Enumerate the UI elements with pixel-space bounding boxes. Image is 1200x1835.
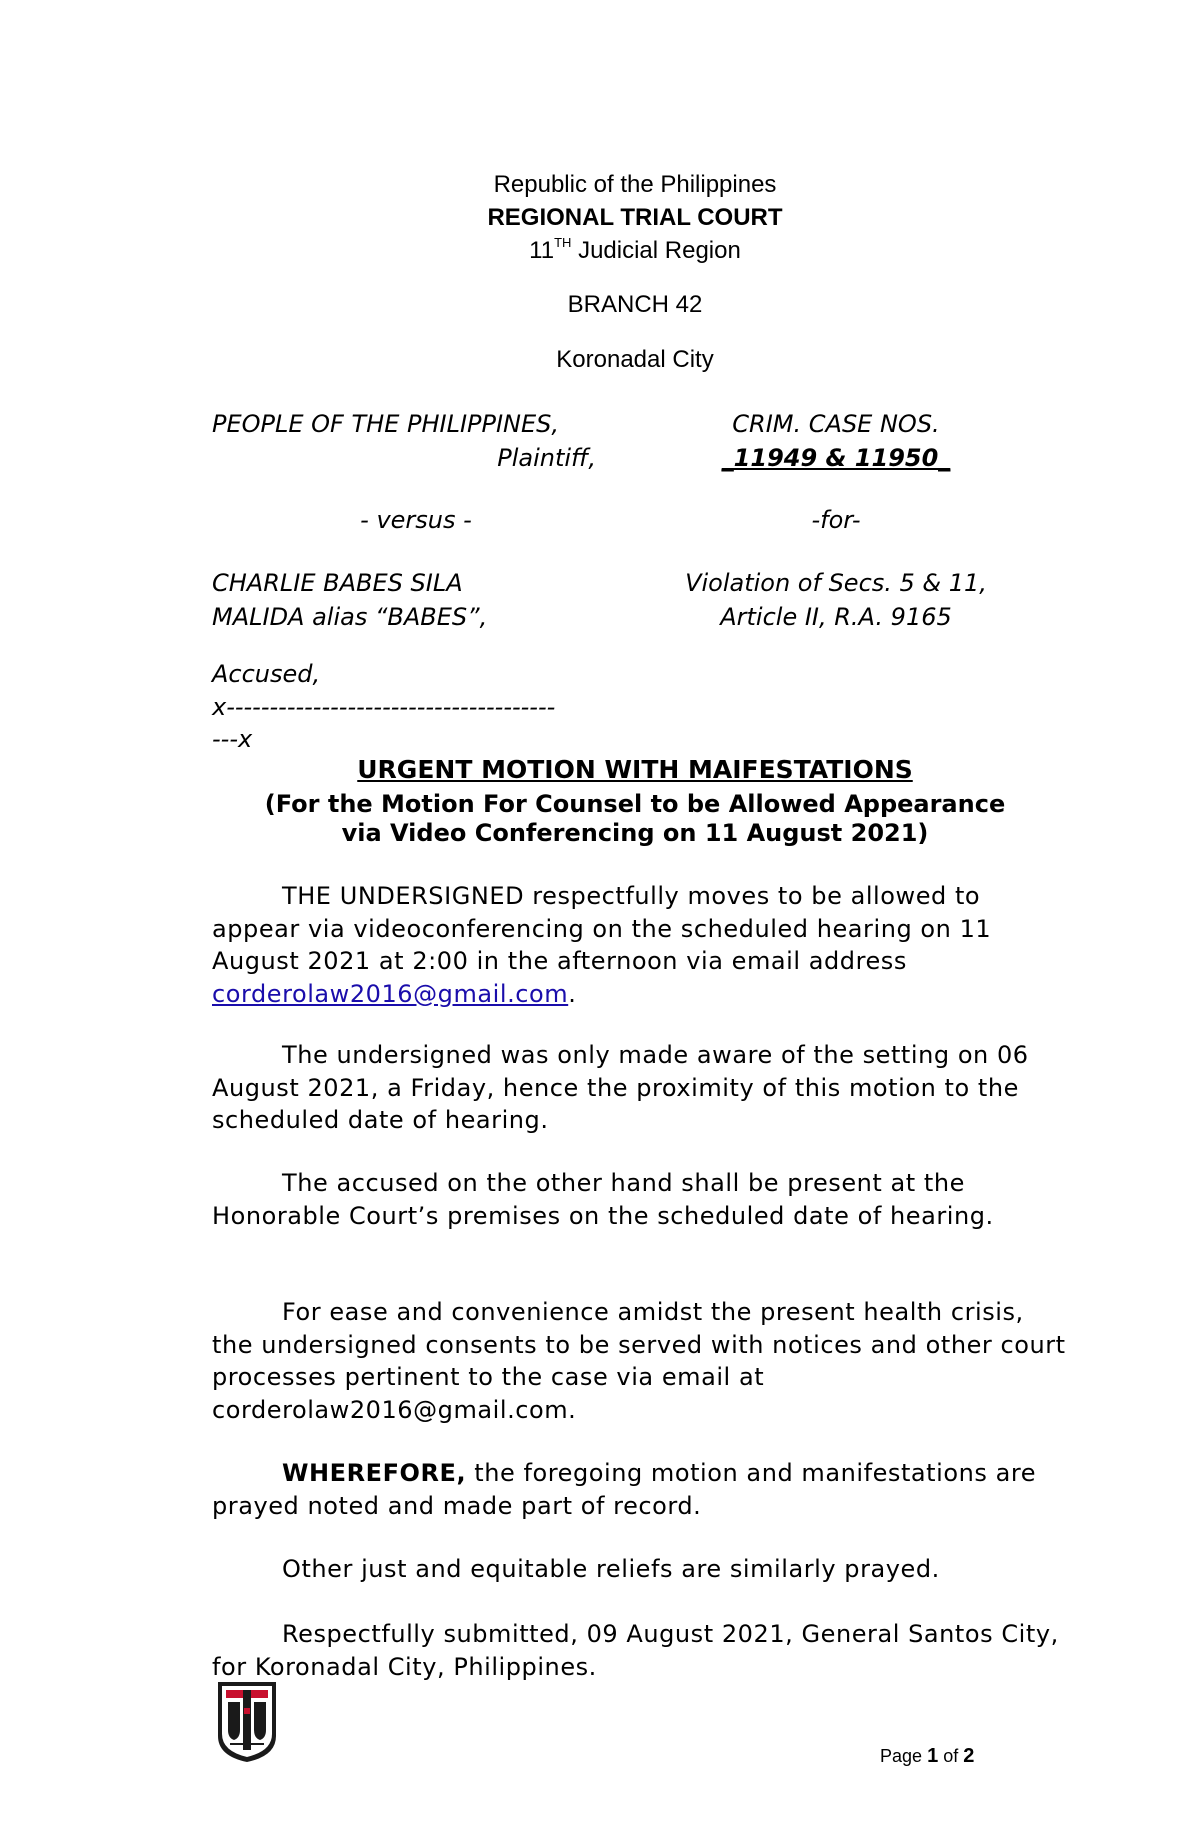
paragraph-2: The undersigned was only made aware of the setting on 06 August 2021, a Friday, hence the proximity of this motion to the scheduled date of hearing. <box>212 1041 1029 1134</box>
for-label: -for- <box>811 506 861 534</box>
accused-role: Accused, <box>212 660 321 688</box>
email-link[interactable]: corderolaw2016@gmail.com <box>212 979 569 1008</box>
branch-line: BRANCH 42 <box>567 291 703 318</box>
motion-subtitle-line2: via Video Conferencing on 11 August 2021) <box>341 819 929 847</box>
versus-label: - versus - <box>360 506 472 534</box>
case-numbers: _11949 & 11950_ <box>721 444 951 472</box>
caption-separator-line2: ---x <box>212 725 253 753</box>
motion-title: URGENT MOTION WITH MAIFESTATIONS <box>357 755 913 784</box>
region-number: 11 <box>529 237 555 264</box>
paragraph-wherefore: WHEREFORE, the foregoing motion and manifestations are prayed noted and made part of record. <box>212 1459 1037 1520</box>
page-number: Page 1 of 2 <box>880 1745 975 1767</box>
violation-line1: Violation of Secs. 5 & 11, <box>685 569 987 597</box>
paragraph-submitted: Respectfully submitted, 09 August 2021, General Santos City, for Koronadal City, Philippines. <box>212 1620 1059 1681</box>
paragraph-4: For ease and convenience amidst the present health crisis, the undersigned consents to be served with notices and other court processes pertinent to the case via email at corderolaw2016@gmail.com. <box>212 1298 1066 1424</box>
paragraph-3: The accused on the other hand shall be present at the Honorable Court’s premises on the scheduled date of hearing. <box>212 1169 994 1230</box>
judicial-region <box>0 236 1200 266</box>
case-label: CRIM. CASE NOS. <box>732 410 940 438</box>
court-name: REGIONAL TRIAL COURT <box>487 204 783 231</box>
region-text: Judicial Region <box>571 237 741 264</box>
plaintiff-role: Plaintiff, <box>497 444 596 472</box>
paragraph-reliefs: Other just and equitable reliefs are similarly prayed. <box>282 1555 940 1583</box>
republic-line: Republic of the Philippines <box>493 171 777 198</box>
region-ordinal: TH <box>554 235 572 250</box>
motion-subtitle-line1: (For the Motion For Counsel to be Allowed Appearance <box>264 790 1006 818</box>
paragraph-1: THE UNDERSIGNED respectfully moves to be allowed to appear via videoconferencing on the scheduled hearing on 11 August 2021 at 2:00 in the afternoon via email address corderolaw2016@gmail.com. <box>212 882 992 1008</box>
accused-name-line1: CHARLIE BABES SILA <box>212 569 463 597</box>
city-line: Koronadal City <box>556 346 714 373</box>
law-office-logo-icon <box>216 1680 278 1764</box>
violation-line2: Article II, R.A. 9165 <box>720 603 952 631</box>
plaintiff-name: PEOPLE OF THE PHILIPPINES, <box>212 410 560 438</box>
accused-name-line2: MALIDA alias “BABES”, <box>212 603 488 631</box>
caption-separator-line1: x-------------------------------------- <box>212 693 556 721</box>
